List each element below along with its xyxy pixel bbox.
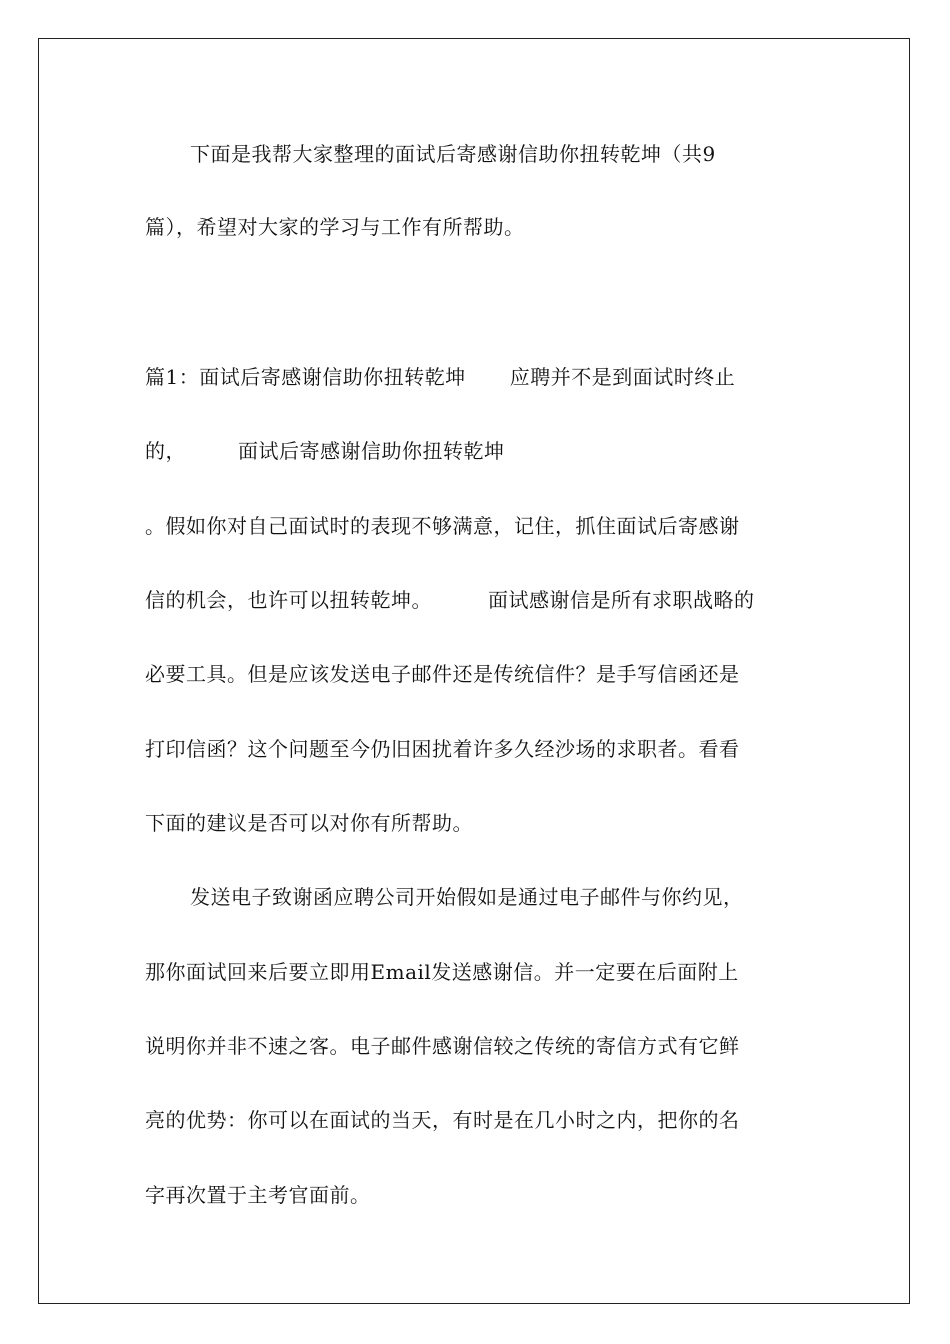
section2-line-5: 字再次置于主考官面前。 xyxy=(145,1183,371,1207)
intro-line-1: 下面是我帮大家整理的面试后寄感谢信助你扭转乾坤（共9 xyxy=(190,142,716,166)
section1-line-6: 打印信函？这个问题至今仍旧困扰着许多久经沙场的求职者。看看 xyxy=(145,737,740,761)
section2-line-4: 亮的优势：你可以在面试的当天，有时是在几小时之内，把你的名 xyxy=(145,1108,740,1132)
section1-line-2 xyxy=(145,437,805,465)
section1-line-7: 下面的建议是否可以对你有所帮助。 xyxy=(145,811,473,835)
section2-line-3: 说明你并非不速之客。电子邮件感谢信较之传统的寄信方式有它鲜 xyxy=(145,1034,740,1058)
section1-line-4 xyxy=(145,586,805,614)
section1-line-4-end: 面试感谢信是所有求职战略的 xyxy=(488,588,755,612)
section1-heading: 篇1：面试后寄感谢信助你扭转乾坤 xyxy=(145,365,466,389)
section1-line-1 xyxy=(145,363,805,391)
intro-line-2: 篇），希望对大家的学习与工作有所帮助。 xyxy=(145,215,525,239)
section1-line-1-text: 应聘并不是到面试时终止 xyxy=(509,365,736,389)
section2-line-1: 发送电子致谢函应聘公司开始假如是通过电子邮件与你约见， xyxy=(190,885,744,909)
section2-line-2: 那你面试回来后要立即用Email发送感谢信。并一定要在后面附上 xyxy=(145,960,739,984)
section1-line-2-title: 面试后寄感谢信助你扭转乾坤 xyxy=(238,439,505,463)
section1-line-4-start: 信的机会，也许可以扭转乾坤。 xyxy=(145,588,432,612)
section1-line-2-start: 的， xyxy=(145,439,186,463)
section1-line-3: 。假如你对自己面试时的表现不够满意，记住，抓住面试后寄感谢 xyxy=(145,514,740,538)
section1-line-5: 必要工具。但是应该发送电子邮件还是传统信件？是手写信函还是 xyxy=(145,662,740,686)
